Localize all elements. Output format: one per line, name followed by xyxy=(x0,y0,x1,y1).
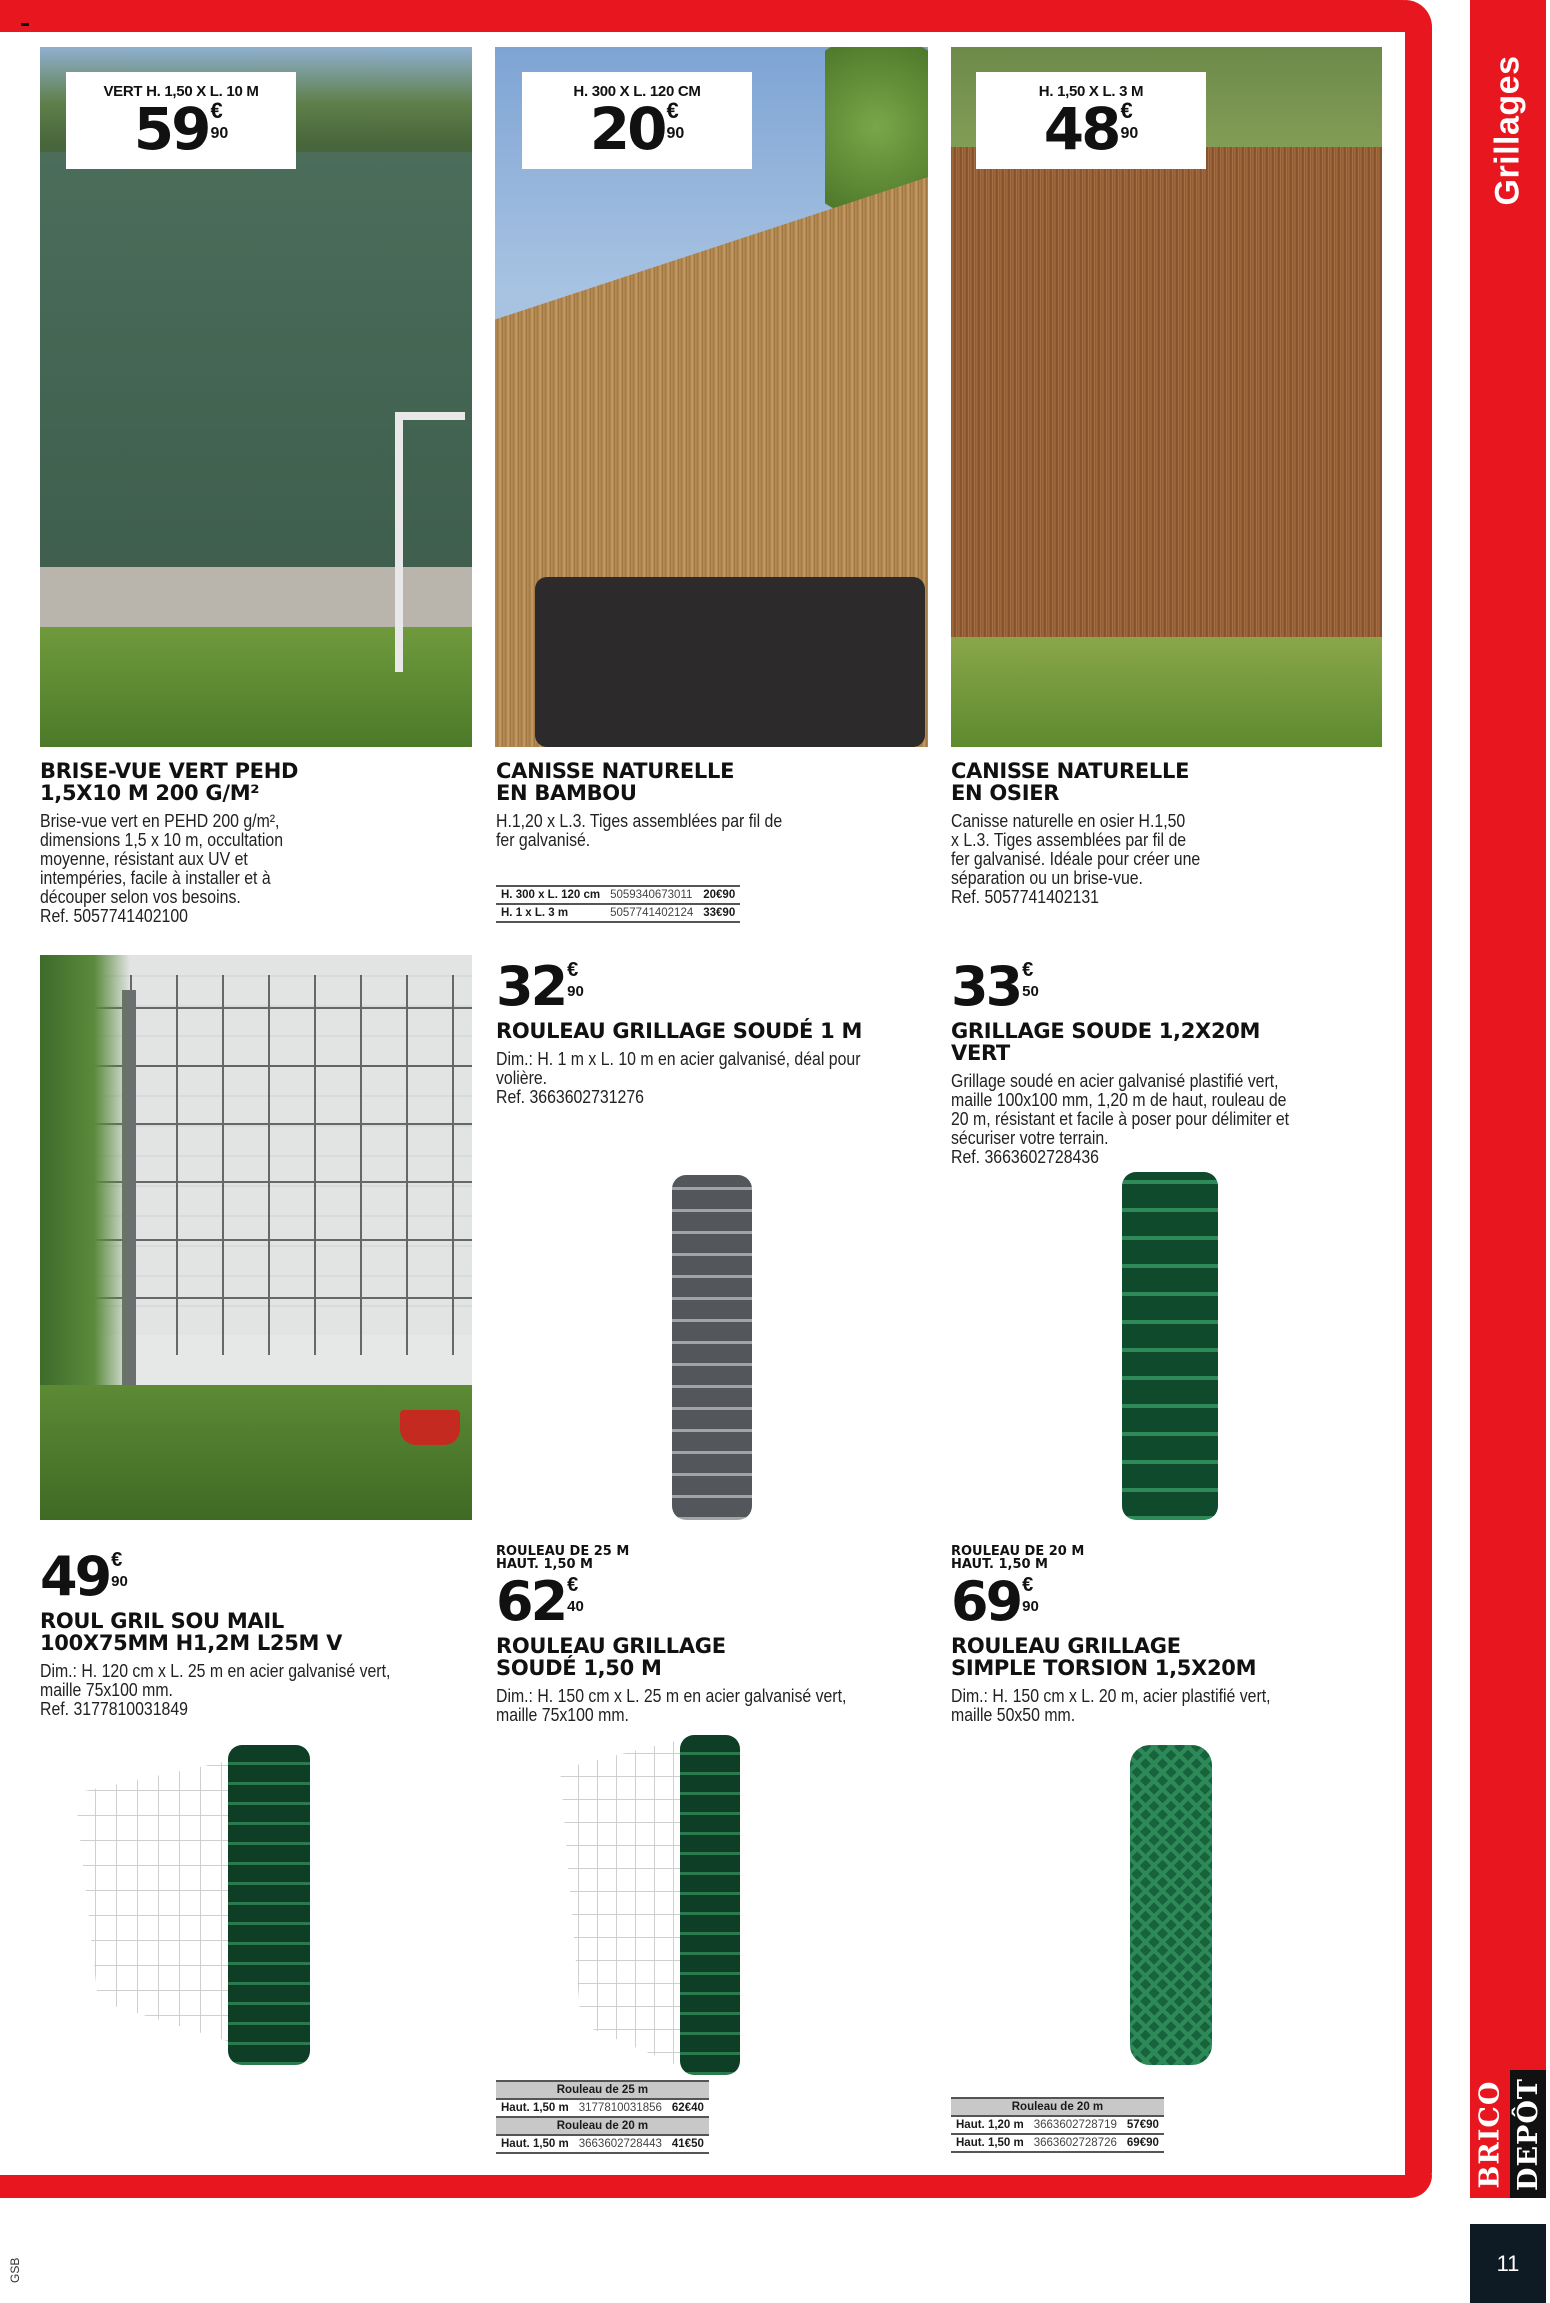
table-row: H. 1 x L. 3 m 5057741402124 33€90 xyxy=(496,904,740,922)
brico-depot-logo xyxy=(1470,2070,1546,2198)
roll-spec: ROULEAU DE 20 M HAUT. 1,50 M xyxy=(951,1544,1085,1572)
product-image-roul-gril xyxy=(40,955,472,1520)
price: 20 € 90 xyxy=(589,95,685,163)
price-card xyxy=(66,72,296,169)
page-number: 11 xyxy=(1470,2224,1546,2303)
product-description: H.1,20 x L.3. Tiges assemblées par fil de fer galvanisé. xyxy=(496,811,783,850)
table-row: Haut. 1,50 m 3177810031856 62€40 xyxy=(496,2099,709,2117)
product-title: ROUL GRIL SOU MAIL 100X75MM H1,2M L25M V xyxy=(40,1609,343,1655)
product-description: Grillage soudé en acier galvanisé plastifié vert, maille 100x100 mm, 1,20 m de haut, rouleau de 20 m, résistant et facile à poser pour délimiter et sécuriser votre terrain. Ref. 3663602728436 xyxy=(951,1071,1290,1167)
product-title: ROULEAU GRILLAGE SOUDÉ 1 M xyxy=(496,1019,863,1043)
table-row: Haut. 1,50 m 3663602728443 41€50 xyxy=(496,2135,709,2153)
crop-mark xyxy=(21,23,29,26)
product-info-brise-vue xyxy=(40,760,460,926)
table-row: Haut. 1,50 m 3663602728726 69€90 xyxy=(951,2134,1164,2152)
price: 48 € 90 xyxy=(1043,95,1139,163)
table-row: H. 300 x L. 120 cm 5059340673011 20€90 xyxy=(496,886,740,904)
product-description: Brise-vue vert en PEHD 200 g/m², dimensions 1,5 x 10 m, occultation moyenne, résistant aux UV et intempéries, facile à installer et à découper selon vos besoins. Ref. 5057741402100 xyxy=(40,811,284,926)
product-image-grey-roll xyxy=(672,1175,752,1520)
white-chair xyxy=(395,412,465,672)
product-description: Canisse naturelle en osier H.1,50 x L.3. Tiges assemblées par fil de fer galvanisé. Idéale pour créer une séparation ou un brise-vue. Ref. 5057741402131 xyxy=(951,811,1201,907)
price-card xyxy=(522,72,752,169)
product-info-grillage-soude-vert xyxy=(951,955,1381,1167)
product-title: CANISSE NATURELLE EN BAMBOU xyxy=(496,759,735,805)
lawn xyxy=(40,1385,472,1520)
logo-text-bottom: DEPÔT xyxy=(1512,2077,1544,2191)
price-card-spec: VERT H. 1,50 X L. 10 M xyxy=(103,83,259,100)
product-title: CANISSE NATURELLE EN OSIER xyxy=(951,759,1190,805)
product-image-green-roll xyxy=(1122,1172,1218,1520)
product-description: Dim.: H. 120 cm x L. 25 m en acier galvanisé vert, maille 75x100 mm. Ref. 3177810031849 xyxy=(40,1661,391,1719)
product-info-canisse-osier xyxy=(951,760,1381,907)
product-info-roul-gril xyxy=(40,1545,470,1719)
product-info-rouleau-soude-150 xyxy=(496,1545,926,1725)
roll-spec: ROULEAU DE 25 M HAUT. 1,50 M xyxy=(496,1544,630,1572)
reference-table xyxy=(951,2097,1164,2153)
price: 69 € 90 xyxy=(951,1570,1039,1633)
reference-table xyxy=(496,2080,709,2154)
product-title: ROULEAU GRILLAGE SIMPLE TORSION 1,5X20M xyxy=(951,1634,1257,1680)
product-description: Dim.: H. 150 cm x L. 20 m, acier plastifié vert, maille 50x50 mm. xyxy=(951,1686,1271,1725)
table-header-row: Rouleau de 20 m xyxy=(496,2117,709,2135)
garden-sofa xyxy=(535,577,925,747)
price-card-spec: H. 1,50 X L. 3 M xyxy=(1038,83,1144,100)
price: 33 € 50 xyxy=(951,955,1039,1018)
table-row: Haut. 1,20 m 3663602728719 57€90 xyxy=(951,2116,1164,2134)
price: 59 € 90 xyxy=(133,95,229,163)
red-frame-right xyxy=(1405,0,1432,2198)
frame-corner xyxy=(1380,2150,1405,2175)
red-frame-top xyxy=(0,0,1432,32)
product-image-chainlink-roll xyxy=(1130,1745,1212,2065)
product-description: Dim.: H. 1 m x L. 10 m en acier galvanisé, déal pour volière. Ref. 3663602731276 xyxy=(496,1049,861,1107)
lawn xyxy=(951,637,1382,747)
product-info-canisse-bambou xyxy=(496,760,926,850)
product-description: Dim.: H. 150 cm x L. 25 m en acier galvanisé vert, maille 75x100 mm. xyxy=(496,1686,847,1725)
section-tab-label: Grillages xyxy=(1488,54,1527,206)
product-info-rouleau-soude-1m xyxy=(496,955,926,1107)
print-code: GSB xyxy=(8,2257,22,2283)
table-header-row: Rouleau de 25 m xyxy=(496,2081,709,2099)
reference-table xyxy=(496,885,740,923)
product-title: GRILLAGE SOUDE 1,2X20M VERT xyxy=(951,1019,1261,1065)
product-title: ROULEAU GRILLAGE SOUDÉ 1,50 M xyxy=(496,1634,726,1680)
frame-corner xyxy=(1380,32,1405,57)
table-header-row: Rouleau de 20 m xyxy=(951,2098,1164,2116)
red-frame-bottom xyxy=(0,2175,1432,2198)
osier-fence xyxy=(951,147,1382,667)
price: 62 € 40 xyxy=(496,1570,584,1633)
product-image-green-roll xyxy=(680,1735,740,2075)
price-card xyxy=(976,72,1206,169)
wheelbarrow xyxy=(400,1410,460,1445)
price: 49 € 90 xyxy=(40,1545,128,1608)
section-tab xyxy=(1470,0,1546,2070)
logo-text-top: BRICO xyxy=(1474,2080,1506,2188)
product-title: BRISE-VUE VERT PEHD 1,5X10 M 200 G/M² xyxy=(40,759,299,805)
product-info-simple-torsion xyxy=(951,1545,1381,1725)
price-card-spec: H. 300 X L. 120 CM xyxy=(573,83,701,100)
price: 32 € 90 xyxy=(496,955,584,1018)
product-image-green-roll xyxy=(228,1745,310,2065)
product-image-unrolled-mesh xyxy=(560,1735,700,2075)
